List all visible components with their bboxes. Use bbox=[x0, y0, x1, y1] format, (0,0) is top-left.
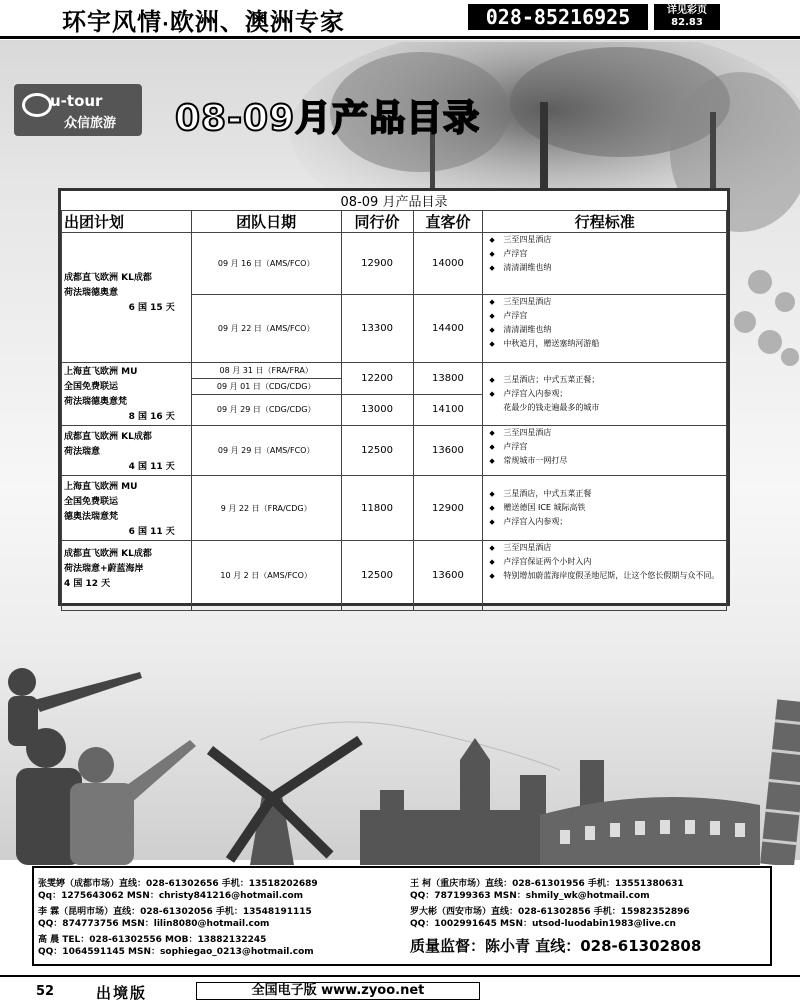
date-cell: 9 月 22 日（FRA/CDG） bbox=[191, 476, 341, 541]
catalog-table bbox=[61, 191, 727, 611]
page-number: 52 bbox=[36, 984, 55, 999]
plan-line: 上海直飞欧洲 MU bbox=[64, 367, 138, 377]
brand-dot: · bbox=[162, 14, 170, 35]
plan-line: 荷法瑞意 bbox=[64, 447, 101, 457]
standard-item: ◆ 卢浮宫入内参观； bbox=[503, 515, 724, 529]
trade-price: 12200 bbox=[341, 363, 413, 395]
europe-landmarks-illustration bbox=[0, 620, 800, 865]
date-cell: 09 月 29 日（AMS/FCO） bbox=[191, 426, 341, 476]
trade-price: 12500 bbox=[341, 426, 413, 476]
plan-line: 德奥法瑞意梵 bbox=[64, 512, 119, 522]
standard-item: ◆ 清清湖维也纳 bbox=[503, 323, 724, 337]
page-ref: 82.83 bbox=[671, 17, 703, 28]
standard-item: ◆ 卢浮宫保证两个小时入内 bbox=[503, 555, 724, 569]
table-row bbox=[62, 233, 727, 295]
plan-cell bbox=[62, 426, 192, 476]
edition-label: 出境版 bbox=[96, 984, 148, 1002]
contact-line: QQ：787199363 MSN：shmily_wk@hotmail.com bbox=[410, 891, 650, 901]
standard-item: ◆ 三星酒店；中式五菜正餐； bbox=[503, 373, 724, 387]
date-cell: 09 月 01 日（CDG/CDG） bbox=[191, 378, 341, 394]
contact-entry bbox=[38, 878, 318, 902]
plan-cell bbox=[62, 363, 192, 426]
plan-days: 6 国 11 天 bbox=[128, 527, 175, 537]
date-cell: 09 月 16 日（AMS/FCO） bbox=[191, 233, 341, 295]
table-row bbox=[62, 426, 727, 476]
contact-line: QQ：874773756 MSN：lilin8080@hotmail.com bbox=[38, 919, 270, 929]
standard-item: ◆ 三至四星酒店 bbox=[503, 295, 724, 309]
table-row bbox=[62, 541, 727, 611]
standard-item: ◆ 清清湖维也纳 bbox=[503, 261, 724, 275]
logo-ring-icon bbox=[22, 93, 52, 117]
standard-cell bbox=[483, 295, 727, 363]
logo-en: u-tour bbox=[50, 92, 103, 110]
footer-rule bbox=[0, 975, 800, 977]
standard-item: ◆ 卢浮宫 bbox=[503, 309, 724, 323]
plan-line: 成都直飞欧洲 KL成都 bbox=[64, 432, 152, 442]
standard-item: ◆ 卢浮宫 bbox=[503, 440, 724, 454]
contact-line: QQ：1002991645 MSN：utsod-luodabin1983@live.cn bbox=[410, 919, 676, 929]
table-caption: 08-09 月产品目录 bbox=[62, 191, 727, 211]
retail-price: 13600 bbox=[413, 426, 483, 476]
standard-item: ◆ 三至四星酒店 bbox=[503, 233, 724, 247]
standard-item: ◆ 三至四星酒店 bbox=[503, 541, 724, 555]
standard-item: ◆ 卢浮宫 bbox=[503, 247, 724, 261]
brand-name: 环宇风情 bbox=[62, 8, 162, 36]
see-color-label: 详见彩页 bbox=[667, 5, 707, 16]
trade-price: 12500 bbox=[341, 541, 413, 611]
website-link[interactable]: 全国电子版 www.zyoo.net bbox=[196, 982, 480, 1000]
date-cell: 09 月 29 日（CDG/CDG） bbox=[191, 394, 341, 426]
retail-price: 13800 bbox=[413, 363, 483, 395]
standard-item: ◆ 特别增加蔚蓝海岸度假圣地尼斯，让这个悠长假期与众不同。 bbox=[503, 569, 724, 583]
header-rule bbox=[0, 36, 800, 39]
logo-cn: 众信旅游 bbox=[64, 116, 117, 131]
contact-line: QQ：1064591145 MSN：sophiegao_0213@hotmail.com bbox=[38, 947, 314, 957]
contact-entry bbox=[410, 878, 684, 902]
standard-cell bbox=[483, 363, 727, 426]
standard-cell bbox=[483, 426, 727, 476]
col-header-date: 团队日期 bbox=[191, 211, 341, 233]
standard-item: ◆ 常规城市一网打尽 bbox=[503, 454, 724, 468]
plan-days: 8 国 16 天 bbox=[128, 412, 175, 422]
contact-line: 李 霖（昆明市场）直线：028-61302056 手机：13548191115 bbox=[38, 907, 312, 917]
trade-price: 13000 bbox=[341, 394, 413, 426]
standard-cell bbox=[483, 476, 727, 541]
standard-item: ◆ 赠送德国 ICE 城际高铁 bbox=[503, 501, 724, 515]
plan-line: 上海直飞欧洲 MU bbox=[64, 482, 138, 492]
standard-item: ◆ 卢浮宫入内参观； bbox=[503, 387, 724, 401]
contact-entry bbox=[38, 906, 312, 930]
standard-item: ◆ 三星酒店，中式五菜正餐 bbox=[503, 487, 724, 501]
standard-cell bbox=[483, 541, 727, 611]
brand-tagline: 欧洲、澳洲专家 bbox=[169, 8, 345, 36]
contact-line: Qq：1275643062 MSN：christy841216@hotmail.com bbox=[38, 891, 304, 901]
retail-price: 14100 bbox=[413, 394, 483, 426]
standard-item: ◆ 中秋追月，赠送塞纳河游船 bbox=[503, 337, 724, 351]
retail-price: 12900 bbox=[413, 476, 483, 541]
contact-line: 王 柯（重庆市场）直线：028-61301956 手机：13551380631 bbox=[410, 879, 684, 889]
date-cell: 08 月 31 日（FRA/FRA） bbox=[191, 363, 341, 379]
trade-price: 13300 bbox=[341, 295, 413, 363]
plan-days: 4 国 12 天 bbox=[64, 579, 111, 589]
contact-line: 高 晨 TEL：028-61302556 MOB：13882132245 bbox=[38, 935, 267, 945]
standard-item: ◆ 三至四星酒店 bbox=[503, 426, 724, 440]
contact-line: 张雯婷（成都市场）直线：028-61302656 手机：13518202689 bbox=[38, 879, 318, 889]
retail-price: 14000 bbox=[413, 233, 483, 295]
retail-price: 13600 bbox=[413, 541, 483, 611]
see-color-box bbox=[654, 4, 720, 30]
quality-supervisor: 质量监督：陈小青 直线：028-61302808 bbox=[410, 937, 702, 955]
trade-price: 11800 bbox=[341, 476, 413, 541]
col-header-standard: 行程标准 bbox=[483, 211, 727, 233]
trade-price: 12900 bbox=[341, 233, 413, 295]
date-cell: 10 月 2 日（AMS/FCO） bbox=[191, 541, 341, 611]
plan-line: 全国免费联运 bbox=[64, 497, 119, 507]
plan-cell bbox=[62, 476, 192, 541]
plan-line: 成都直飞欧洲 KL成都 bbox=[64, 273, 152, 283]
contact-entry bbox=[410, 906, 690, 930]
plan-cell bbox=[62, 541, 192, 611]
contact-entry bbox=[38, 934, 314, 958]
col-header-trade: 同行价 bbox=[341, 211, 413, 233]
retail-price: 14400 bbox=[413, 295, 483, 363]
standard-cell bbox=[483, 233, 727, 295]
plan-line: 成都直飞欧洲 KL成都 bbox=[64, 549, 152, 559]
plan-line: 全国免费联运 bbox=[64, 382, 119, 392]
plan-cell bbox=[62, 233, 192, 363]
plan-line: 荷法瑞德奥意 bbox=[64, 288, 119, 298]
col-header-plan: 出团计划 bbox=[62, 211, 192, 233]
header-phone: 028-85216925 bbox=[468, 4, 648, 30]
plan-line: 荷法瑞德奥意梵 bbox=[64, 397, 128, 407]
date-cell: 09 月 22 日（AMS/FCO） bbox=[191, 295, 341, 363]
col-header-retail: 直客价 bbox=[413, 211, 483, 233]
contact-line: 罗大彬（西安市场）直线：028-61302856 手机：15982352896 bbox=[410, 907, 690, 917]
table-row bbox=[62, 363, 727, 379]
table-row bbox=[62, 476, 727, 541]
standard-item: 花最少的钱走遍最多的城市 bbox=[503, 403, 600, 412]
plan-days: 4 国 11 天 bbox=[128, 462, 175, 472]
page-title: 08-09月产品目录 bbox=[175, 98, 481, 139]
plan-days: 6 国 15 天 bbox=[128, 303, 175, 313]
plan-line: 荷法瑞意+蔚蓝海岸 bbox=[64, 564, 144, 574]
brand-title bbox=[62, 2, 345, 37]
